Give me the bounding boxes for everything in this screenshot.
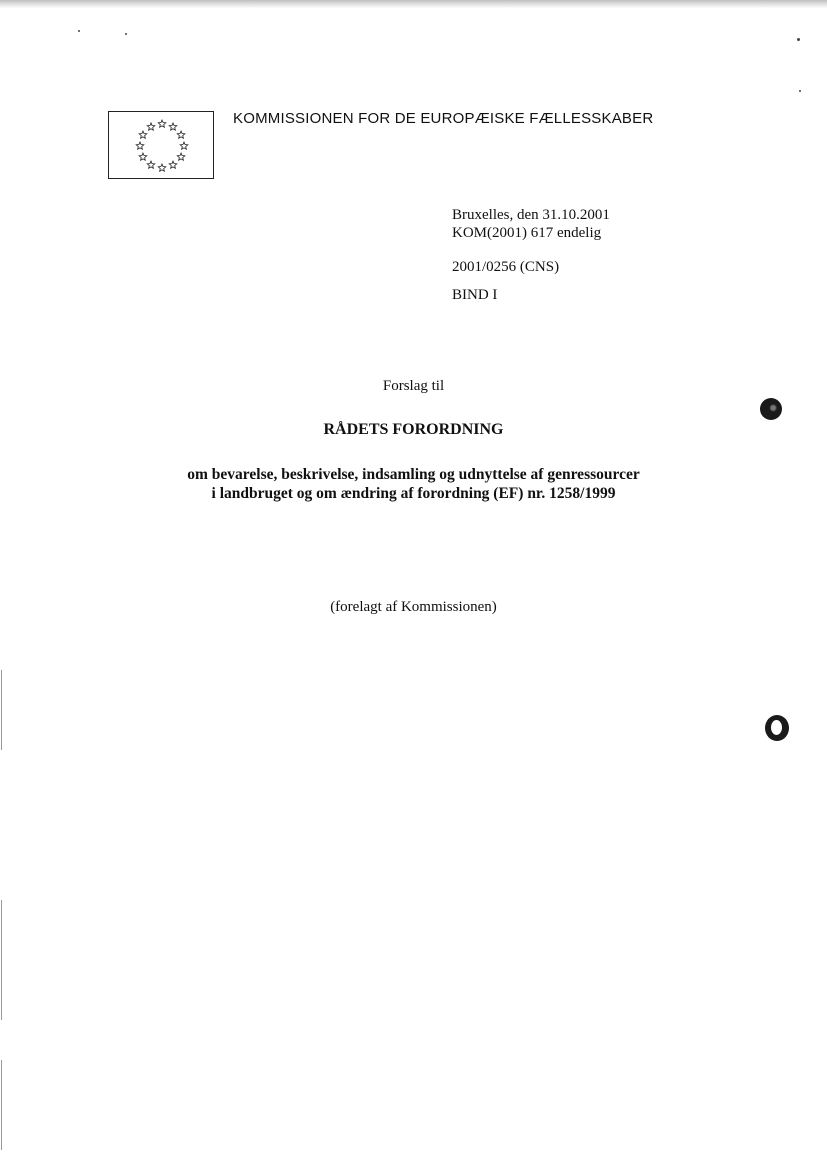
scan-speck bbox=[78, 30, 80, 32]
document-number: KOM(2001) 617 endelig bbox=[452, 225, 602, 241]
eu-stars-icon bbox=[109, 112, 215, 180]
scan-speck bbox=[799, 90, 801, 92]
scan-speck bbox=[797, 38, 800, 41]
star-icon bbox=[147, 123, 155, 130]
punch-hole-mark bbox=[760, 398, 782, 420]
star-icon bbox=[169, 161, 177, 168]
star-icon bbox=[147, 161, 155, 168]
place-date: Bruxelles, den 31.10.2001 bbox=[452, 207, 610, 223]
star-icon bbox=[180, 142, 188, 149]
star-icon bbox=[136, 142, 144, 149]
scan-speck bbox=[125, 33, 127, 35]
star-icon bbox=[169, 123, 177, 130]
eu-emblem bbox=[108, 111, 214, 179]
scan-edge-mark bbox=[1, 1060, 2, 1150]
scan-edge-mark bbox=[1, 900, 2, 1020]
institution-name: KOMMISSIONEN FOR DE EUROPÆISKE FÆLLESSKABER bbox=[233, 110, 654, 127]
star-icon bbox=[158, 164, 166, 171]
procedure-number: 2001/0256 (CNS) bbox=[452, 259, 560, 275]
star-icon bbox=[158, 120, 166, 127]
subject-line-1: om bevarelse, beskrivelse, indsamling og udnyttelse af genressourcer bbox=[187, 466, 640, 483]
scan-top-shadow bbox=[0, 0, 827, 8]
star-icon bbox=[139, 131, 147, 138]
star-icon bbox=[139, 153, 147, 160]
proposal-label: Forslag til bbox=[382, 378, 445, 394]
submitted-by: (forelagt af Kommissionen) bbox=[330, 599, 497, 615]
star-icon bbox=[177, 153, 185, 160]
volume-label: BIND I bbox=[452, 287, 498, 303]
subject-line-2: i landbruget og om ændring af forordning (EF) nr. 1258/1999 bbox=[211, 485, 616, 502]
punch-hole-mark bbox=[765, 715, 789, 741]
star-icon bbox=[177, 131, 185, 138]
regulation-type: RÅDETS FORORDNING bbox=[323, 421, 504, 438]
scan-edge-mark bbox=[1, 670, 2, 750]
